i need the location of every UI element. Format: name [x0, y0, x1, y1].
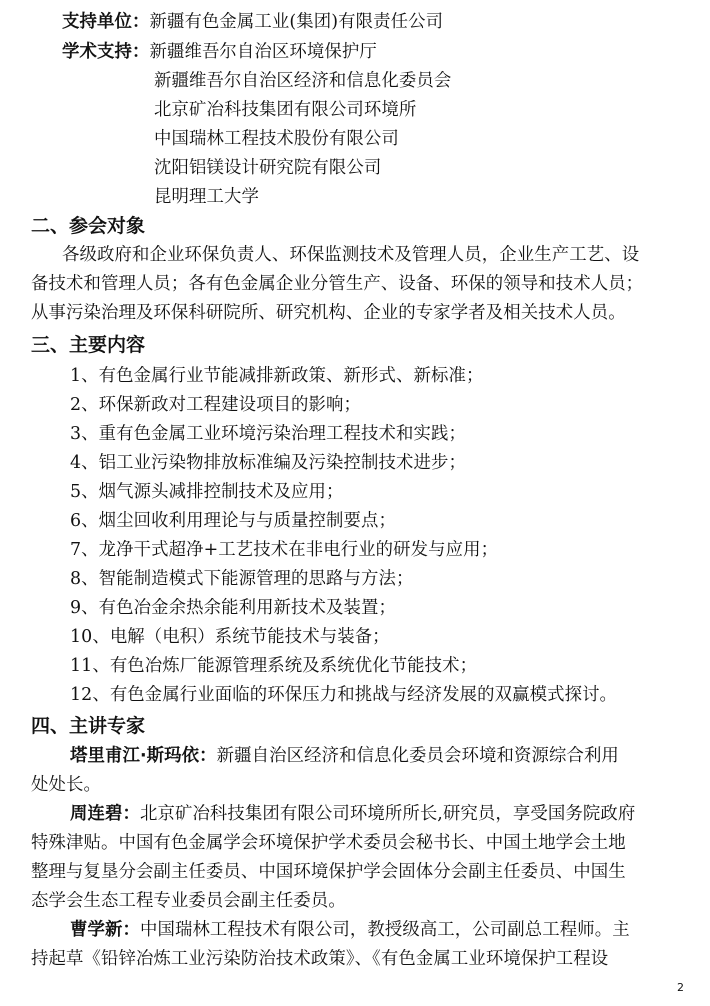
- content-item-6: 6、烟尘回收利用理论与与质量控制要点；: [70, 511, 396, 531]
- expert-2-line-4: 态学会生态工程专业委员会副主任委员。: [31, 891, 346, 911]
- academic-support-item-2: 新疆维吾尔自治区经济和信息化委员会: [154, 71, 452, 91]
- expert-2-line-2: 特殊津贴。中国有色金属学会环境保护学术委员会秘书长、中国土地学会土地: [31, 833, 626, 853]
- support-unit-value: 新疆有色金属工业(集团)有限责任公司: [149, 12, 444, 32]
- expert-3-first-text: 中国瑞林工程技术有限公司，教授级高工，公司副总工程师。主: [139, 920, 630, 940]
- expert-2-first-text: 北京矿冶科技集团有限公司环境所所长,研究员，享受国务院政府: [139, 804, 636, 824]
- academic-support-item-3: 北京矿冶科技集团有限公司环境所: [154, 100, 417, 120]
- content-item-11: 11、有色冶炼厂能源管理系统及系统优化节能技术；: [70, 656, 478, 676]
- expert-2-name: 周连碧：: [70, 804, 140, 824]
- content-item-9: 9、有色冶金余热余能利用新技术及装置；: [70, 598, 396, 618]
- academic-support-item-1: 新疆维吾尔自治区环境保护厅: [149, 42, 377, 62]
- section-2-line-2: 备技术和管理人员；各有色金属企业分管生产、设备、环保的领导和技术人员；: [31, 274, 644, 294]
- expert-2-first-line: [70, 803, 635, 825]
- section-2-heading: 二、参会对象: [31, 215, 146, 237]
- content-item-4: 4、铝工业污染物排放标准编及污染控制技术进步；: [70, 453, 466, 473]
- content-item-8: 8、智能制造模式下能源管理的思路与方法；: [70, 569, 414, 589]
- academic-support-item-5: 沈阳铝镁设计研究院有限公司: [154, 158, 382, 178]
- expert-1-name: 塔里甫江·斯玛依：: [70, 746, 217, 766]
- content-item-12: 12、有色金属行业面临的环保压力和挑战与经济发展的双赢模式探讨。: [70, 685, 618, 705]
- expert-1-first-text: 新疆自治区经济和信息化委员会环境和资源综合利用: [216, 746, 619, 766]
- content-item-10: 10、电解（电积）系统节能技术与装备；: [70, 627, 390, 647]
- section-2-line-1: 各级政府和企业环保负责人、环保监测技术及管理人员，企业生产工艺、设: [62, 245, 640, 265]
- expert-3-line-2: 持起草《铅锌冶炼工业污染防治技术政策》、《有色金属工业环境保护工程设: [31, 949, 609, 969]
- expert-3-name: 曹学新：: [70, 920, 140, 940]
- expert-2-line-3: 整理与复垦分会副主任委员、中国环境保护学会固体分会副主任委员、中国生: [31, 862, 626, 882]
- expert-1-first-line: [70, 745, 619, 767]
- academic-support-item-4: 中国瑞林工程技术股份有限公司: [154, 129, 399, 149]
- academic-support-label: 学术支持：: [62, 42, 150, 62]
- section-4-heading: 四、主讲专家: [31, 715, 146, 737]
- content-item-2: 2、环保新政对工程建设项目的影响；: [70, 395, 362, 415]
- academic-support-line: [62, 41, 377, 63]
- section-3-heading: 三、主要内容: [31, 334, 146, 356]
- expert-1-line-2: 处处长。: [31, 775, 101, 795]
- content-item-3: 3、重有色金属工业环境污染治理工程技术和实践；: [70, 424, 466, 444]
- section-2-line-3: 从事污染治理及环保科研院所、研究机构、企业的专家学者及相关技术人员。: [31, 303, 626, 323]
- page-number: 2: [677, 981, 684, 994]
- support-unit-label: 支持单位：: [62, 12, 150, 32]
- content-item-1: 1、有色金属行业节能减排新政策、新形式、新标准；: [70, 366, 484, 386]
- expert-3-first-line: [70, 919, 630, 941]
- support-unit-line: [62, 11, 443, 33]
- content-item-7: 7、龙净干式超净+工艺技术在非电行业的研发与应用；: [70, 540, 499, 560]
- academic-support-item-6: 昆明理工大学: [154, 187, 259, 207]
- content-item-5: 5、烟气源头减排控制技术及应用；: [70, 482, 344, 502]
